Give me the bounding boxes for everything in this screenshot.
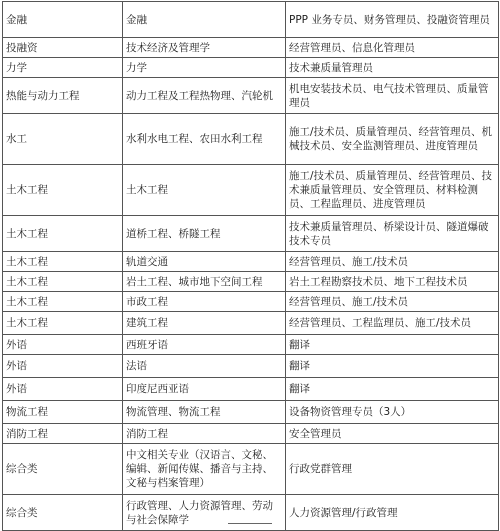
cell-category: 水工 [3,114,123,165]
cell-positions: 经营管理员、施工/技术员 [286,252,499,272]
cell-positions: 翻译 [286,355,499,378]
cell-positions: 设备物资管理专员（3人） [286,401,499,424]
cell-category: 土木工程 [3,165,123,216]
cell-category: 投融资 [3,38,123,58]
cell-category: 消防工程 [3,424,123,444]
cell-category: 外语 [3,355,123,378]
table-row [3,272,499,292]
cell-positions: 机电安装技术员、电气技术管理员、质量管理员 [286,78,499,114]
recruitment-table [2,1,499,531]
cell-major: 动力工程及工程热物理、汽轮机 [123,78,286,114]
table-row [3,78,499,114]
table-row [3,114,499,165]
cell-major: 力学 [123,58,286,78]
cell-positions: 行政党群管理 [286,444,499,495]
cell-major: 水利水电工程、农田水利工程 [123,114,286,165]
header-cell-major: 金融 [123,2,286,38]
table-row [3,38,499,58]
cell-positions: 翻译 [286,335,499,355]
cell-positions: 岩土工程勘察技术员、地下工程技术员 [286,272,499,292]
table-row [3,312,499,335]
cell-category: 土木工程 [3,252,123,272]
cell-category: 外语 [3,378,123,401]
cell-category: 热能与动力工程 [3,78,123,114]
cell-positions: 施工/技术员、质量管理员、经营管理员、机械技术员、安全监测管理员、进度管理员 [286,114,499,165]
cell-category: 土木工程 [3,272,123,292]
cell-major: 法语 [123,355,286,378]
cell-major: 中文相关专业（汉语言、文秘、编辑、新闻传媒、播音与主持、文秘与档案管理） [123,444,286,495]
cell-major: 行政管理、人力资源管理、劳动与社会保障学 [123,495,286,531]
cell-major: 土木工程 [123,165,286,216]
table-row [3,444,499,495]
page-footer-line [228,523,272,528]
table-row [3,378,499,401]
table-row [3,424,499,444]
cell-category: 物流工程 [3,401,123,424]
cell-positions: 翻译 [286,378,499,401]
table-row [3,355,499,378]
table-row [3,165,499,216]
cell-category: 土木工程 [3,292,123,312]
table-row [3,216,499,252]
cell-category: 综合类 [3,444,123,495]
table-row [3,292,499,312]
cell-positions: 人力资源管理/行政管理 [286,495,499,531]
header-cell-category: 金融 [3,2,123,38]
cell-category: 综合类 [3,495,123,531]
table-header-row [3,2,499,38]
cell-positions: 经营管理员、施工/技术员 [286,292,499,312]
cell-positions: 技术兼质量管理员 [286,58,499,78]
cell-major: 印度尼西亚语 [123,378,286,401]
cell-category: 土木工程 [3,312,123,335]
table-row [3,252,499,272]
cell-major: 道桥工程、桥隧工程 [123,216,286,252]
cell-positions: 经营管理员、信息化管理员 [286,38,499,58]
cell-positions: 安全管理员 [286,424,499,444]
cell-positions: 施工/技术员、质量管理员、经营管理员、技术兼质量管理员、安全管理员、材料检测员、工程监理员、进度管理员 [286,165,499,216]
cell-category: 外语 [3,335,123,355]
cell-major: 消防工程 [123,424,286,444]
table-row [3,58,499,78]
cell-major: 西班牙语 [123,335,286,355]
header-cell-positions: PPP 业务专员、财务管理员、投融资管理员 [286,2,499,38]
cell-major: 岩土工程、城市地下空间工程 [123,272,286,292]
cell-major: 轨道交通 [123,252,286,272]
cell-positions: 经营管理员、工程监理员、施工/技术员 [286,312,499,335]
cell-major: 市政工程 [123,292,286,312]
cell-major: 物流管理、物流工程 [123,401,286,424]
table-row [3,335,499,355]
cell-positions: 技术兼质量管理员、桥梁设计员、隧道爆破技术专员 [286,216,499,252]
table-row [3,401,499,424]
cell-major: 技术经济及管理学 [123,38,286,58]
cell-category: 力学 [3,58,123,78]
cell-category: 土木工程 [3,216,123,252]
cell-major: 建筑工程 [123,312,286,335]
